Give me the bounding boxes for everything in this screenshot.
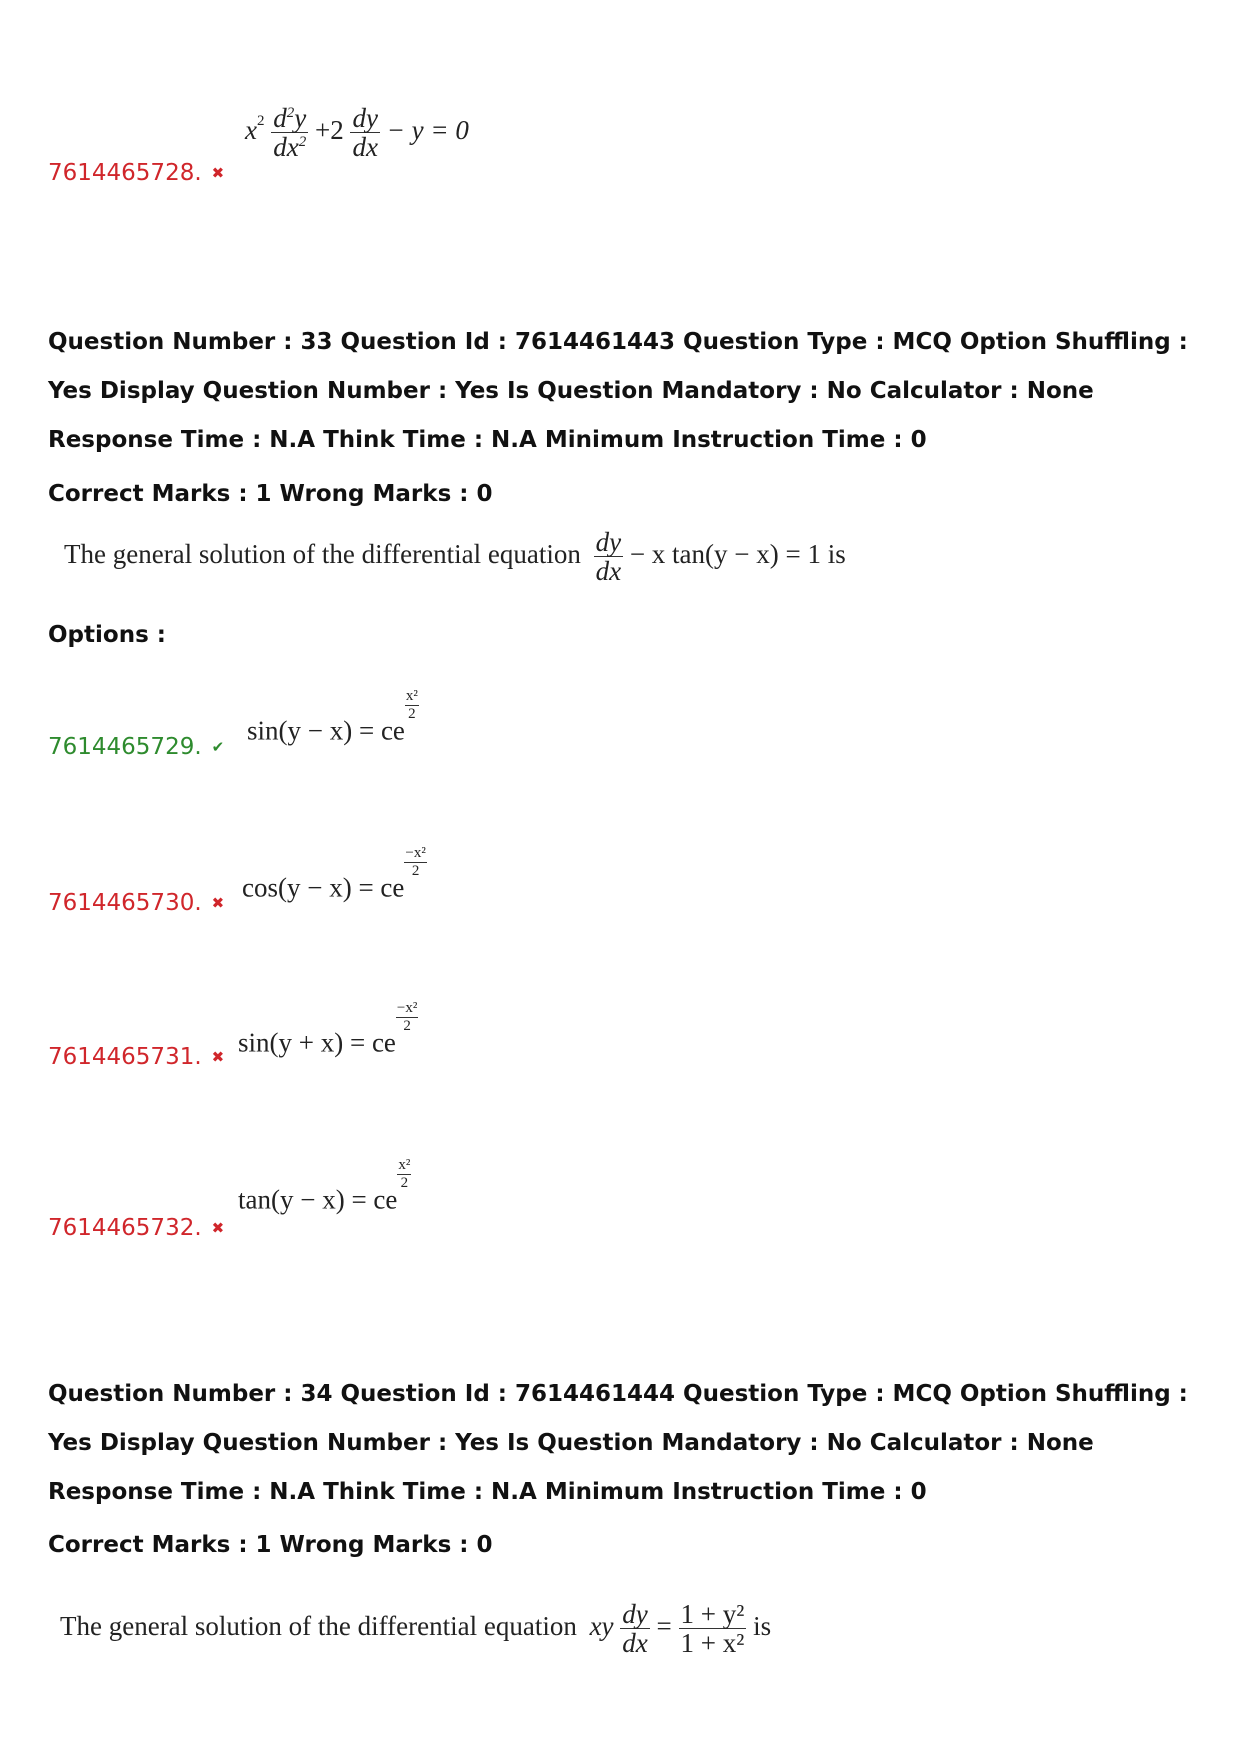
option-id: 7614465728. (48, 160, 202, 186)
cross-icon: ✖ (211, 1048, 225, 1066)
question-stem: The general solution of the differential equation xy $\frac{dy}{dx}$ = $\frac{\text{1 + y²}}{\text{1 + x²}}$ is (60, 1599, 772, 1659)
option-row (48, 1215, 224, 1241)
question-meta: Question Number : 34 Question Id : 7614461444 Question Type : MCQ Option Shuffling : Yes Display Question Number : Yes Is Question Mandatory : No Calculator : None Response Time : N.A Think Time : N.A Minimum Instruction Time : 0 (48, 1381, 1188, 1505)
cross-icon: ✖ (211, 894, 225, 912)
option-id: 7614465730. (48, 890, 202, 916)
option-row (48, 160, 224, 186)
option-formula: cos(y − x) = ce $\frac{\text{−x²}}{2}$ (242, 845, 426, 903)
check-icon: ✔ (211, 738, 225, 756)
option-id: 7614465732. (48, 1215, 202, 1241)
question-meta: Question Number : 33 Question Id : 7614461443 Question Type : MCQ Option Shuffling : Yes Display Question Number : Yes Is Question Mandatory : No Calculator : None Response Time : N.A Think Time : N.A Minimum Instruction Time : 0 (48, 329, 1188, 453)
question-stem: The general solution of the differential equation $\frac{dy}{dx}$ − x tan(y − x) = 1 is (64, 527, 846, 587)
options-label: Options : (48, 622, 166, 648)
option-row (48, 1044, 224, 1070)
option-formula: tan(y − x) = ce $\frac{\text{x²}}{2}$ (238, 1157, 411, 1215)
option-id: 7614465731. (48, 1044, 202, 1070)
option-id: 7614465729. (48, 734, 202, 760)
cross-icon: ✖ (211, 1219, 225, 1237)
option-formula: sin(y − x) = ce $\frac{\text{x²}}{2}$ (247, 688, 418, 746)
option-row (48, 734, 224, 760)
question-marks: Correct Marks : 1 Wrong Marks : 0 (48, 481, 493, 507)
option-formula: sin(y + x) = ce $\frac{\text{−x²}}{2}$ (238, 1000, 418, 1058)
cross-icon: ✖ (211, 164, 225, 182)
option-row (48, 890, 224, 916)
option-formula: $x^2$ $\frac{d^2y}{dx^2}$ +2 $\frac{dy}{dx}$ − y = 0 (245, 103, 469, 163)
question-marks: Correct Marks : 1 Wrong Marks : 0 (48, 1532, 493, 1558)
